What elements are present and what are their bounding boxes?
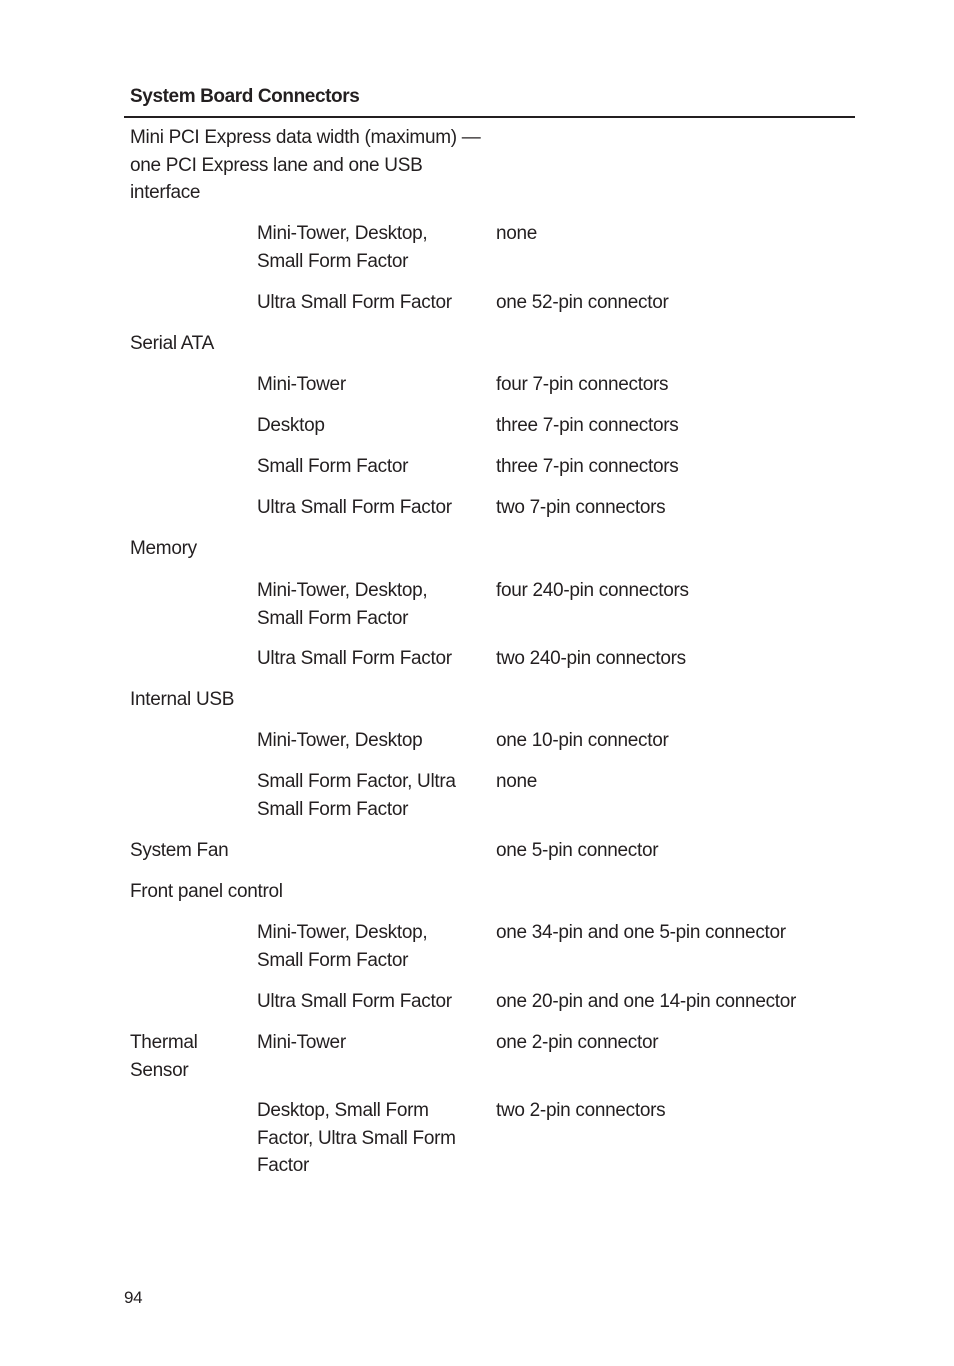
- row-variant: Desktop: [257, 415, 325, 436]
- row-variant: Mini-Tower, Desktop, Small Form Factor: [257, 922, 428, 971]
- row-label: Thermal Sensor: [130, 1032, 198, 1081]
- table-row: [0, 371, 954, 412]
- table-row: [0, 412, 954, 453]
- page-number: 94: [124, 1288, 143, 1307]
- row-value: none: [496, 223, 538, 244]
- row-value: two 2-pin connectors: [496, 1100, 666, 1121]
- table-row: [0, 686, 954, 727]
- row-value: four 240-pin connectors: [496, 580, 689, 601]
- row-variant: Mini-Tower, Desktop, Small Form Factor: [257, 223, 428, 272]
- row-value: one 5-pin connector: [496, 840, 659, 861]
- table-row: [0, 1029, 954, 1097]
- row-variant: Ultra Small Form Factor: [257, 497, 452, 518]
- row-label: Memory: [130, 538, 197, 559]
- row-value: none: [496, 771, 538, 792]
- row-variant: Ultra Small Form Factor: [257, 292, 452, 313]
- row-value: two 7-pin connectors: [496, 497, 666, 518]
- row-value: three 7-pin connectors: [496, 415, 679, 436]
- row-variant: Mini-Tower: [257, 374, 346, 395]
- spec-table: [0, 124, 954, 1193]
- table-row: [0, 878, 954, 919]
- row-value: three 7-pin connectors: [496, 456, 679, 477]
- row-label: System Fan: [130, 840, 229, 861]
- table-row: [0, 494, 954, 535]
- table-row: [0, 330, 954, 371]
- row-value: one 2-pin connector: [496, 1032, 659, 1053]
- table-row: [0, 768, 954, 837]
- row-value: one 20-pin and one 14-pin connector: [496, 991, 797, 1012]
- table-row: [0, 289, 954, 330]
- table-row: [0, 535, 954, 577]
- table-row: [0, 645, 954, 686]
- row-variant: Mini-Tower, Desktop, Small Form Factor: [257, 580, 428, 629]
- table-row: [0, 124, 954, 220]
- row-variant: Mini-Tower, Desktop: [257, 730, 423, 751]
- table-row: [0, 577, 954, 645]
- table-row: [0, 1097, 954, 1193]
- row-variant: Mini-Tower: [257, 1032, 346, 1053]
- row-variant: Ultra Small Form Factor: [257, 991, 452, 1012]
- row-variant: Small Form Factor: [257, 456, 409, 477]
- row-value: one 34-pin and one 5-pin connector: [496, 922, 786, 943]
- row-label: Serial ATA: [130, 333, 214, 354]
- row-value: one 10-pin connector: [496, 730, 669, 751]
- row-label: Internal USB: [130, 689, 235, 710]
- row-value: one 52-pin connector: [496, 292, 669, 313]
- table-row: [0, 919, 954, 988]
- table-row: [0, 837, 954, 878]
- row-value: two 240-pin connectors: [496, 648, 686, 669]
- row-label: Front panel control: [130, 881, 283, 902]
- table-row: [0, 453, 954, 494]
- table-row: [0, 220, 954, 289]
- table-row: [0, 988, 954, 1029]
- row-variant: Ultra Small Form Factor: [257, 648, 452, 669]
- row-value: four 7-pin connectors: [496, 374, 669, 395]
- section-title: System Board Connectors: [130, 86, 360, 107]
- row-variant: Desktop, Small Form Factor, Ultra Small Form Factor: [257, 1100, 456, 1176]
- header-rule: [124, 116, 855, 118]
- row-variant: Small Form Factor, Ultra Small Form Factor: [257, 771, 456, 820]
- table-row: [0, 727, 954, 768]
- row-label: Mini PCI Express data width (maximum) — one PCI Express lane and one USB interface: [130, 127, 481, 203]
